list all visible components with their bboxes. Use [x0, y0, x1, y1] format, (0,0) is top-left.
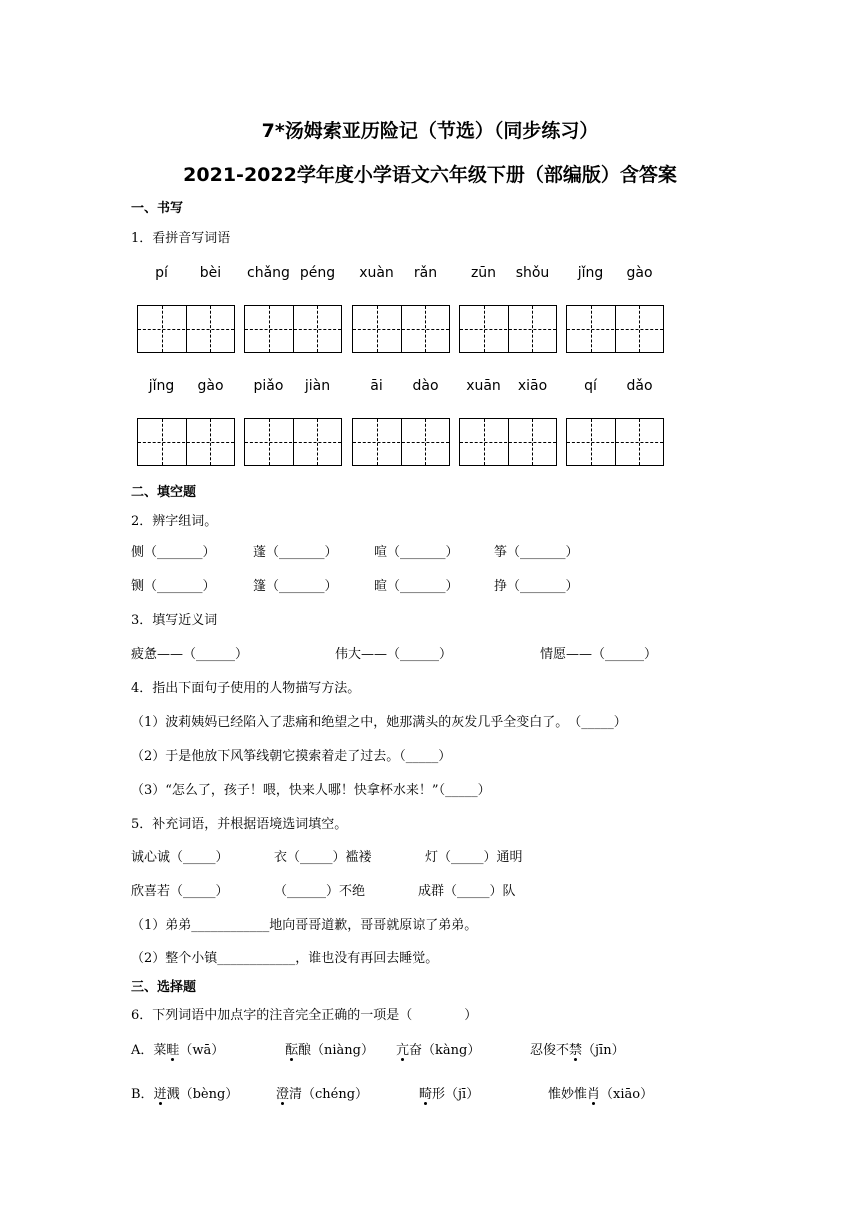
q4-sentence-3: （3）“怎么了，孩子！喂，快来人哪！快拿杯水来！”（_____）	[131, 783, 491, 798]
q5-item: 诚心诚（_____）	[131, 850, 229, 865]
pinyin-syllable: xuān	[466, 378, 501, 394]
q5-sentence-1: （1）弟弟____________地向哥哥道歉，哥哥就原谅了弟弟。	[131, 918, 478, 933]
section-heading-fill: 二、填空题	[131, 485, 197, 500]
q2-item: 暄（_______）	[374, 579, 459, 594]
dotted-character: 肖	[587, 1083, 600, 1102]
option-term	[131, 1083, 238, 1102]
question-2: 2．辨字组词。	[131, 514, 218, 529]
dotted-character: 亢	[396, 1039, 409, 1058]
dotted-character: 酝	[285, 1039, 298, 1058]
q2-item: 筝（_______）	[494, 545, 579, 560]
term-text: A．菜	[131, 1043, 167, 1058]
option-term	[276, 1083, 368, 1102]
q2-item: 蓬（_______）	[253, 545, 338, 560]
pinyin-syllable: jǐng	[577, 265, 604, 281]
question-1: 1．看拼音写词语	[131, 231, 231, 246]
term-pinyin: （wā）	[179, 1043, 225, 1058]
q2-item: 铡（_______）	[131, 579, 216, 594]
tianzige-box	[352, 305, 450, 353]
q3-item: 伟大——（______）	[335, 647, 453, 662]
tianzige-box	[459, 418, 557, 466]
option-term	[131, 1039, 224, 1058]
tianzige-box	[137, 305, 235, 353]
term-pinyin: 溅（bèng）	[166, 1087, 239, 1102]
option-term	[530, 1039, 625, 1058]
tianzige-box	[459, 305, 557, 353]
dotted-character: 澄	[276, 1083, 289, 1102]
question-6: 6．下列词语中加点字的注音完全正确的一项是（ ）	[131, 1008, 478, 1023]
pinyin-syllable: rǎn	[413, 265, 438, 281]
q5-item: 成群（_____）队	[418, 884, 516, 899]
term-pinyin: 酿（niàng）	[298, 1043, 374, 1058]
pinyin-syllable: gào	[626, 265, 653, 281]
q2-item: 篷（_______）	[253, 579, 338, 594]
tianzige-box	[137, 418, 235, 466]
q5-item: （______）不绝	[274, 884, 366, 899]
q4-sentence-1: （1）波莉姨妈已经陷入了悲痛和绝望之中，她那满头的灰发几乎全变白了。 （_____）	[131, 715, 627, 730]
pinyin-syllable: dǎo	[626, 378, 653, 394]
term-pinyin: 奋（kàng）	[409, 1043, 481, 1058]
pinyin-syllable: jǐng	[148, 378, 175, 394]
term-pinyin: 形（jī）	[432, 1087, 480, 1102]
option-term	[419, 1083, 479, 1102]
q3-item: 疲惫——（______）	[131, 647, 249, 662]
term-text: 惟妙惟	[548, 1087, 588, 1102]
option-term	[548, 1083, 653, 1102]
page-subtitle: 2021-2022学年度小学语文六年级下册（部编版）含答案	[183, 164, 677, 186]
pinyin-syllable: piǎo	[253, 378, 284, 394]
pinyin-syllable: qí	[584, 378, 597, 394]
pinyin-syllable: pí	[155, 265, 168, 281]
pinyin-syllable: shǒu	[515, 265, 550, 281]
q2-item: 挣（_______）	[494, 579, 579, 594]
pinyin-syllable: bèi	[199, 265, 222, 281]
option-term	[285, 1039, 374, 1058]
dotted-character: 畦	[166, 1039, 179, 1058]
term-text: 忍俊不	[530, 1043, 570, 1058]
term-pinyin: （xiāo）	[600, 1087, 654, 1102]
pinyin-syllable: xuàn	[359, 265, 394, 281]
q5-sentence-2: （2）整个小镇____________，谁也没有再回去睡觉。	[131, 951, 439, 966]
q4-sentence-2: （2）于是他放下风筝线朝它摸索着走了过去。（_____）	[131, 749, 452, 764]
q5-item: 灯（_____）通明	[425, 850, 523, 865]
tianzige-box	[566, 418, 664, 466]
tianzige-box	[566, 305, 664, 353]
term-text: B．	[131, 1087, 154, 1102]
section-heading-choice: 三、选择题	[131, 980, 197, 995]
section-heading-writing: 一、书写	[131, 201, 184, 216]
q3-item: 情愿——（______）	[540, 647, 658, 662]
pinyin-syllable: chǎng	[247, 265, 290, 281]
pinyin-syllable: jiàn	[304, 378, 331, 394]
pinyin-syllable: xiāo	[517, 378, 548, 394]
q2-item: 喧（_______）	[374, 545, 459, 560]
question-5: 5．补充词语，并根据语境选词填空。	[131, 817, 348, 832]
tianzige-box	[352, 418, 450, 466]
pinyin-syllable: dào	[412, 378, 439, 394]
option-term	[396, 1039, 480, 1058]
pinyin-syllable: āi	[370, 378, 383, 394]
tianzige-box	[244, 418, 342, 466]
q2-item: 侧（_______）	[131, 545, 216, 560]
question-4: 4．指出下面句子使用的人物描写方法。	[131, 681, 361, 696]
q5-item: 欣喜若（_____）	[131, 884, 229, 899]
pinyin-syllable: péng	[299, 265, 336, 281]
dotted-character: 畸	[419, 1083, 432, 1102]
term-pinyin: 清（chéng）	[289, 1087, 369, 1102]
dotted-character: 迸	[154, 1083, 167, 1102]
page-title: 7*汤姆索亚历险记（节选）（同步练习）	[261, 120, 599, 142]
dotted-character: 禁	[569, 1039, 582, 1058]
term-pinyin: （jīn）	[582, 1043, 625, 1058]
question-3: 3．填写近义词	[131, 613, 218, 628]
pinyin-syllable: gào	[197, 378, 224, 394]
q5-item: 衣（_____）褴褛	[274, 850, 372, 865]
tianzige-box	[244, 305, 342, 353]
pinyin-syllable: zūn	[470, 265, 497, 281]
